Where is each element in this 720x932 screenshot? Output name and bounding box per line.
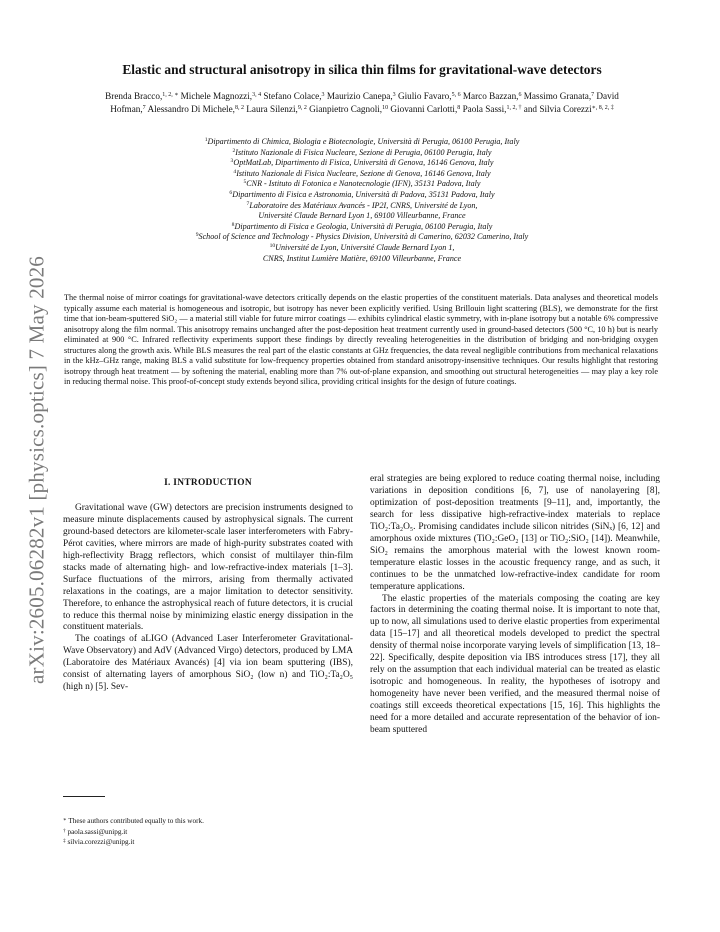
author: [147, 104, 244, 114]
author: [246, 104, 307, 114]
right-column: [370, 474, 660, 737]
author-name: Giulio Favaro,: [397, 91, 452, 101]
author: [539, 104, 613, 114]
footnote-divider: [63, 796, 105, 797]
author: [263, 91, 324, 101]
affiliation: [80, 222, 644, 233]
author: [327, 91, 396, 101]
affiliation-number: 1: [204, 137, 208, 143]
affiliation-number: 8: [231, 221, 235, 228]
author-affiliation-marks: 1, 2, †: [506, 105, 522, 111]
footnotes: [63, 816, 353, 848]
affiliation-number: 5: [243, 179, 247, 186]
affiliation: [80, 232, 644, 243]
author-affiliation-marks: 6: [518, 92, 522, 98]
affiliation-text: Istituto Nazionale di Fisica Nucleare, Sezione di Perugia, 06100 Perugia, Italy: [235, 147, 492, 157]
affiliation-number: 6: [229, 189, 233, 196]
affiliation-text: Dipartimento di Chimica, Biologia e Biotecnologie, Università di Perugia, 06100 Perugia, Italy: [207, 137, 520, 146]
affiliation-text: Dipartimento di Fisica e Astronomia, Università di Padova, 35131 Padova, Italy: [232, 189, 495, 199]
author-affiliation-marks: ∗, 8, 2, ‡: [591, 105, 614, 111]
footnote: ∗ These authors contributed equally to this work.: [63, 817, 204, 825]
author-affiliation-marks: 8: [457, 105, 461, 111]
affiliation: [80, 190, 644, 201]
affiliation: [80, 254, 644, 265]
author-name: Marco Bazzan,: [462, 91, 519, 101]
author-affiliation-marks: 7: [142, 105, 146, 111]
affiliation: [80, 158, 644, 169]
author: [398, 91, 461, 101]
author-name: Laura Silenzi,: [246, 104, 298, 114]
affiliation-number: 7: [246, 200, 250, 207]
author-name: Maurizio Canepa,: [326, 91, 393, 101]
author-name: Brenda Bracco,: [105, 91, 163, 101]
affiliation-number: 2: [232, 147, 236, 154]
affiliation-text: Université de Lyon, Université Claude Bernard Lyon 1,: [275, 242, 455, 252]
paragraph: The coatings of aLIGO (Advanced Laser Interferometer Gravitational-Wave Observatory) and AdV (Advanced Virgo) detectors, produced by LMA (Laboratoire des Matériaux Avancés) [4] via ion beam sputtering (IBS), consist of alternating layers of amorphous SiO₂ (low n) and TiO₂:Ta₂O₅ (high n) [5]. Sev-: [63, 634, 353, 693]
author-name: David Hofman,: [110, 91, 619, 114]
affiliation: [80, 169, 644, 180]
arxiv-watermark: [22, 250, 52, 690]
affiliation-number: 3: [230, 158, 234, 165]
author-affiliation-marks: 3: [321, 92, 325, 98]
paragraph: eral strategies are being explored to reduce coating thermal noise, including variations in deposition conditions [6, 7], use of nanolayering [8], optimization of post-deposition treatments [9–11], and, importantly, the search for less dissipative high-refractive-index materials to replace TiO₂:Ta₂O₅. Promising candidates include silicon nitrides (SiNₓ) [6, 12] and amorphous oxide mixtures (TiO₂:GeO₂ [13] or TiO₂:SiO₂ [14]). Meanwhile, SiO₂ remains the amorphous material with the lowest known room-temperature elastic losses in the acoustic frequency range, and as such, it continues to be the unmatched low-refractive-index candidate for room temperature applications.: [370, 474, 660, 592]
author-separator: and: [521, 104, 540, 114]
affiliation-text: Laboratoire des Matériaux Avancés - IP2I, CNRS, Université de Lyon,: [249, 200, 478, 210]
author-list: [100, 90, 624, 116]
author: [390, 104, 460, 114]
footnote: ‡ silvia.corezzi@unipg.it: [63, 838, 135, 847]
paragraph: The elastic properties of the materials composing the coating are key factors in determining the coating thermal noise. It is important to note that, up to now, all simulations used to derive elastic properties from experimental data [15–17] and all theoretical models developed to predict the spectral density of thermal noise incorporate varying levels of simplification [13, 18–22]. Specifically, despite deposition via IBS introduces stress [17], they all rely on the assumption that each individual material can be treated as elastic isotropic and homogeneous. In reality, the hypotheses of isotropy and homogeneity have never been verified, and the measured thermal noise of coatings still exceeds theoretical expectations [15, 16]. This highlights the need for a more detailed and accurate representation of the behavior of ion-beam sputtered: [370, 593, 660, 736]
abstract: The thermal noise of mirror coatings for gravitational-wave detectors critically depends on the elastic properties of the constituent materials. Data analyses and theoretical models typically assume each material is homogeneous and isotropic, but isotropy has never been explicitly verified. Using Brillouin light scattering (BLS), we demonstrate for the first time that ion-beam-sputtered SiO₂ — a material still viable for future mirror coatings — exhibits cylindrical elastic symmetry, with in-plane isotropy but a notable 6% compressive anisotropy along the film normal. This anisotropy remains unchanged after the post-deposition heat treatment currently used in ground-based detectors (500 °C, 10 h) but is nearly eliminated at 900 °C. Infrared reflectivity experiments support these findings by directly revealing heterogeneities in the distribution of bridging and non-bridging oxygen structures along the growth axis. While BLS measures the real part of the elastic constants at GHz frequencies, the data reveal negligible contributions from mechanical relaxations in the kHz–GHz range, making BLS a valid substitute for low-frequency properties obtained from standard anisotropy-insensitive techniques. Our results highlight that restoring isotropy through heat treatment — by softening the material, enabling more than 7% out-of-plane expansion, and smoothing out structural heterogeneities — may play a key role in reducing thermal noise. This proof-of-concept study extends beyond silica, providing critical insights for the design of future coatings.: [64, 293, 658, 387]
affiliation-text: Université Claude Bernard Lyon 1, 69100 Villeurbanne, France: [258, 211, 466, 221]
author-affiliation-marks: 5, 6: [451, 92, 461, 98]
author-affiliation-marks: 9, 2: [297, 105, 307, 111]
author: [309, 104, 388, 114]
author-name: Stefano Colace,: [263, 91, 322, 101]
left-column: [63, 478, 353, 694]
author-name: Paola Sassi,: [462, 104, 507, 114]
author-name: Michele Magnozzi,: [180, 91, 253, 101]
author: [463, 91, 522, 101]
author-affiliation-marks: 8, 2: [234, 105, 244, 111]
affiliation-text: Dipartimento di Fisica e Geologia, Università di Perugia, 06100 Perugia, Italy: [234, 221, 493, 231]
paragraph: Gravitational wave (GW) detectors are precision instruments designed to measure minute displacements caused by astrophysical signals. The current ground-based detectors are kilometer-scale laser interferometers with Fabry-Pérot cavities, where mirrors are made of high-purity substrates coated with high-reflectivity Bragg reflectors, which consist of multilayer thin-film stacks made of alternating high- and low-refractive-index materials [1–3]. Surface fluctuations of the mirrors, arising from thermally activated relaxations in the coatings, are a major limitation to detector sensitivity. Therefore, to enhance the astrophysical reach of future detectors, it is crucial to reduce this thermal noise by minimizing elastic energy dissipation in the constituent materials.: [63, 502, 353, 633]
author-name: Giovanni Carlotti,: [390, 104, 458, 114]
author: [524, 91, 594, 101]
affiliation-text: OptMatLab, Dipartimento di Fisica, Università di Genova, 16146 Genova, Italy: [233, 158, 494, 168]
author: [463, 104, 522, 114]
affiliation: [80, 179, 644, 190]
affiliation: [80, 137, 644, 148]
affiliation-text: Istituto Nazionale di Fisica Nucleare, Sezione di Genova, 16146 Genova, Italy: [236, 168, 491, 178]
affiliation-number: 10: [269, 242, 276, 249]
author-name: Alessandro Di Michele,: [147, 104, 235, 114]
author-affiliation-marks: 1, 2, ∗: [162, 92, 179, 98]
author-affiliation-marks: 10: [382, 105, 389, 111]
affiliation-text: School of Science and Technology - Physics Division, Università di Camerino, 62032 Camerino, Italy: [198, 232, 529, 242]
affiliation-number: 9: [195, 232, 199, 239]
section-heading: I. INTRODUCTION: [164, 478, 252, 488]
affiliation-list: [80, 137, 644, 264]
author-name: Massimo Granata,: [523, 91, 592, 101]
author: [105, 91, 178, 101]
author-affiliation-marks: 3, 4: [252, 92, 262, 98]
affiliation-text: CNR - Istituto di Fotonica e Nanotecnologie (IFN), 35131 Padova, Italy: [246, 179, 481, 189]
author: [181, 91, 261, 101]
affiliation: [80, 201, 644, 212]
paper-title: Elastic and structural anisotropy in silica thin films for gravitational-wave detectors: [122, 62, 602, 77]
arxiv-id: arXiv:2605.06282v1 [physics.optics] 7 May 2026: [24, 256, 49, 684]
affiliation: [80, 211, 644, 222]
affiliation: [80, 148, 644, 159]
author-affiliation-marks: 3: [392, 92, 396, 98]
author-name: Silvia Corezzi: [539, 104, 592, 114]
affiliation-number: 4: [233, 168, 237, 175]
author-affiliation-marks: 7: [591, 92, 595, 98]
author-name: Gianpietro Cagnoli,: [309, 104, 383, 114]
affiliation: [80, 243, 644, 254]
footnote: † paola.sassi@unipg.it: [63, 827, 128, 836]
affiliation-text: CNRS, Institut Lumière Matière, 69100 Villeurbanne, France: [262, 253, 462, 263]
